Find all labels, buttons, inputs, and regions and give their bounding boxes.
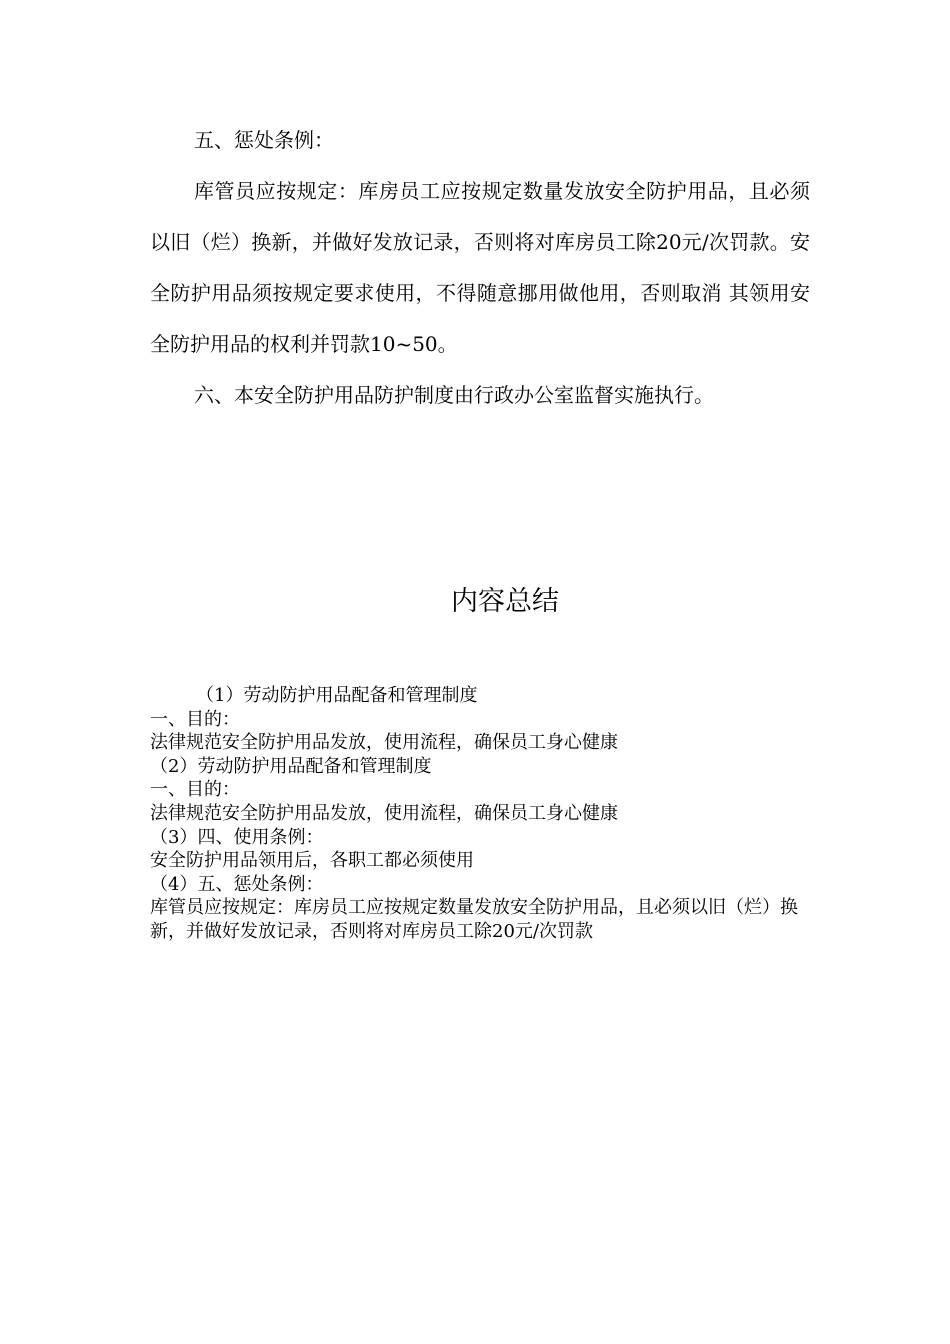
summary-line: 安全防护用品领用后，各职工都必须使用: [150, 850, 474, 872]
summary-line: 法律规范安全防护用品发放，使用流程，确保员工身心健康: [150, 732, 618, 754]
summary-title: 内容总结: [451, 586, 559, 617]
summary-line: （1）劳动防护用品配备和管理制度: [196, 685, 478, 706]
summary-line: （4）五、惩处条例：: [150, 873, 324, 895]
summary-list: [150, 684, 810, 944]
summary-line: 一、目的：: [150, 779, 240, 801]
summary-line: 法律规范安全防护用品发放，使用流程，确保员工身心健康: [150, 802, 618, 824]
summary-line: （3）四、使用条例：: [150, 826, 324, 848]
section5-heading: 五、惩处条例：: [194, 128, 334, 152]
summary-line: 库管员应按规定：库房员工应按规定数量发放安全防护用品，且必须以旧（烂）换新，并做好发放记录，否则将对库房员工除20元/次罚款: [150, 897, 798, 942]
summary-line: （2）劳动防护用品配备和管理制度: [150, 755, 432, 777]
document-body: [150, 115, 810, 421]
section6-text: 六、本安全防护用品防护制度由行政办公室监督实施执行。: [194, 383, 714, 407]
section5-body: 库管员应按规定：库房员工应按规定数量发放安全防护用品，且必须以旧（烂）换新，并做好发放记录，否则将对库房员工除20元/次罚款。安全防护用品须按规定要求使用，不得随意挪用做他用，否则取消 其领用安全防护用品的权利并罚款10~50。: [150, 179, 810, 356]
summary-line: 一、目的：: [150, 708, 240, 730]
